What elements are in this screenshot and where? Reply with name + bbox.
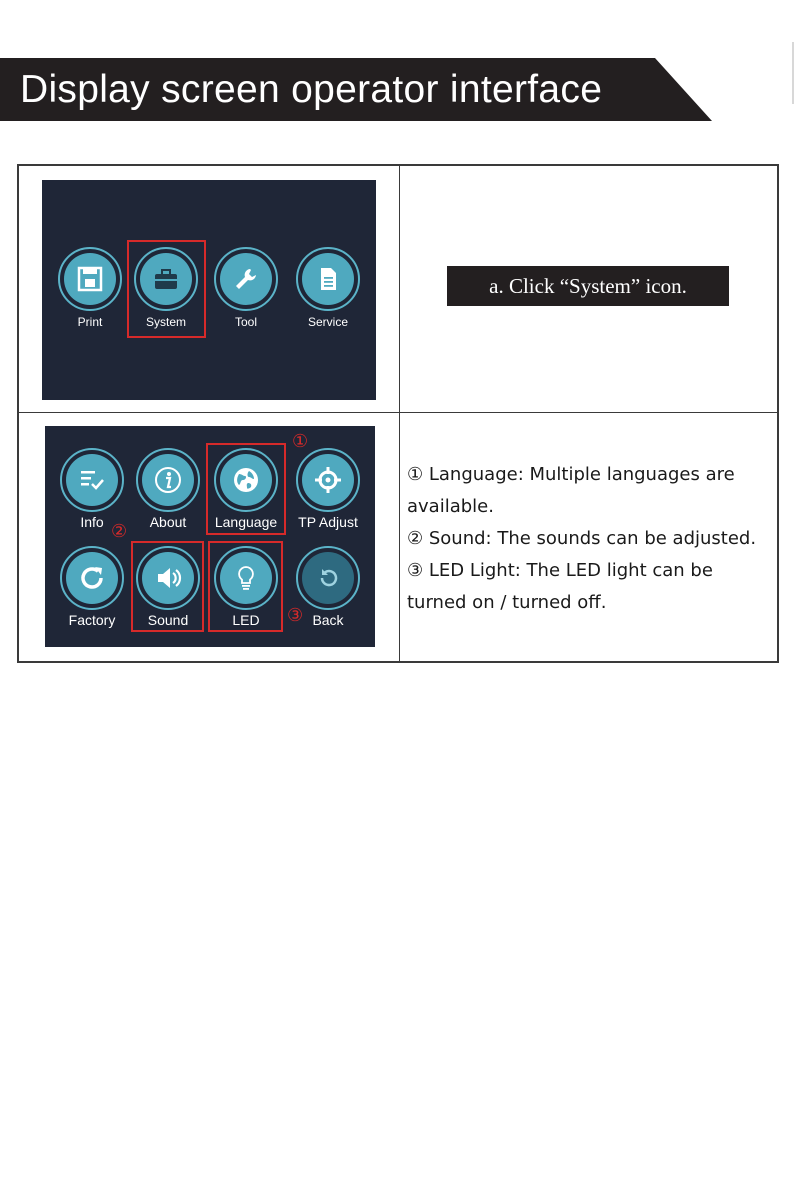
instruction-table <box>17 164 779 663</box>
about-button[interactable] <box>136 448 200 512</box>
menu-label-sound: Sound <box>147 612 189 628</box>
desc-language: ① Language: Multiple languages are available. <box>407 464 735 517</box>
menu-label-back: Back <box>312 612 344 628</box>
menu-label-about: About <box>149 514 187 530</box>
menu-label-language: Language <box>214 514 278 530</box>
factory-button[interactable] <box>60 546 124 610</box>
info-icon <box>154 466 182 494</box>
print-button[interactable] <box>58 247 122 311</box>
marker-1: ① <box>292 431 309 452</box>
menu-label-tp-adjust: TP Adjust <box>298 514 358 530</box>
back-arrow-icon <box>314 564 342 592</box>
column-divider <box>399 166 400 661</box>
sound-highlight <box>131 541 204 632</box>
menu-label-factory: Factory <box>68 612 116 628</box>
menu-label-info: Info <box>80 514 104 530</box>
marker-2: ② <box>111 521 128 542</box>
page-title: Display screen operator interface <box>20 68 603 111</box>
back-disc <box>302 552 354 604</box>
menu-label-system: System <box>145 315 187 329</box>
list-check-icon <box>78 466 106 494</box>
tp-adjust-disc <box>302 454 354 506</box>
back-button[interactable] <box>296 546 360 610</box>
tool-button[interactable] <box>214 247 278 311</box>
menu-label-service: Service <box>307 315 349 329</box>
marker-3: ③ <box>287 605 304 626</box>
system-highlight <box>127 240 206 338</box>
tp-adjust-button[interactable] <box>296 448 360 512</box>
main-menu-screen <box>42 180 376 400</box>
refresh-icon <box>78 564 106 592</box>
step-caption: a. Click “System” icon. <box>447 266 729 306</box>
about-disc <box>142 454 194 506</box>
menu-label-print: Print <box>77 315 103 329</box>
menu-label-led: LED <box>232 612 260 628</box>
document-icon <box>314 265 342 293</box>
desc-sound: ② Sound: The sounds can be adjusted. <box>407 528 757 549</box>
factory-disc <box>66 552 118 604</box>
desc-led: ③ LED Light: The LED light can be turned on / turned off. <box>407 560 713 613</box>
info-disc <box>66 454 118 506</box>
service-disc <box>302 253 354 305</box>
print-disc <box>64 253 116 305</box>
service-button[interactable] <box>296 247 360 311</box>
language-highlight <box>206 443 286 535</box>
feature-description <box>407 459 772 619</box>
crosshair-icon <box>314 466 342 494</box>
wrench-icon <box>232 265 260 293</box>
menu-label-tool: Tool <box>234 315 258 329</box>
system-menu-screen <box>45 426 375 647</box>
info-button[interactable] <box>60 448 124 512</box>
row-divider <box>19 412 777 413</box>
printer-icon <box>76 265 104 293</box>
tool-disc <box>220 253 272 305</box>
led-highlight <box>208 541 283 632</box>
